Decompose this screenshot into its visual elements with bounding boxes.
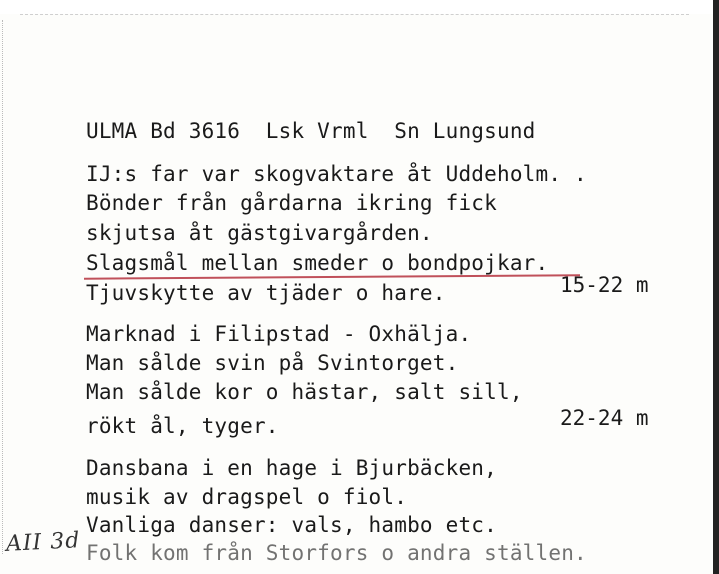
- section2-line-4: rökt ål, tyger.: [86, 414, 279, 438]
- card-header: ULMA Bd 3616 Lsk Vrml Sn Lungsund: [86, 119, 536, 143]
- section3-line-3: Vanliga danser: vals, hambo etc.: [86, 513, 497, 537]
- card-top-margin: [0, 0, 719, 14]
- section1-line-4: Slagsmål mellan smeder o bondpojkar.: [86, 251, 549, 275]
- section1-line-5: Tjuvskytte av tjäder o hare.: [86, 281, 446, 305]
- section3-line-2: musik av dragspel o fiol.: [86, 485, 408, 509]
- card-top-edge: [20, 14, 689, 15]
- card-left-edge: [2, 20, 3, 554]
- section3-line-1: Dansbana i en hage i Bjurbäcken,: [86, 456, 497, 480]
- card-right-edge: [713, 0, 719, 574]
- section2-line-2: Man sålde svin på Svintorget.: [86, 351, 459, 375]
- section2-line-3: Man sålde kor o hästar, salt sill,: [86, 380, 523, 404]
- section1-line-3: skjutsa åt gästgivargården.: [86, 221, 433, 245]
- section1-line-1: IJ:s far var skogvaktare åt Uddeholm. .: [86, 162, 587, 186]
- section3-line-4: Folk kom från Storfors o andra ställen.: [86, 541, 587, 565]
- section1-line-2: Bönder från gårdarna ikring fick: [86, 191, 497, 215]
- handwritten-note: AII 3d: [5, 528, 81, 557]
- section2-age: 22-24 m: [560, 406, 649, 430]
- section1-age: 15-22 m: [560, 273, 649, 297]
- section2-line-1: Marknad i Filipstad - Oxhälja.: [86, 322, 472, 346]
